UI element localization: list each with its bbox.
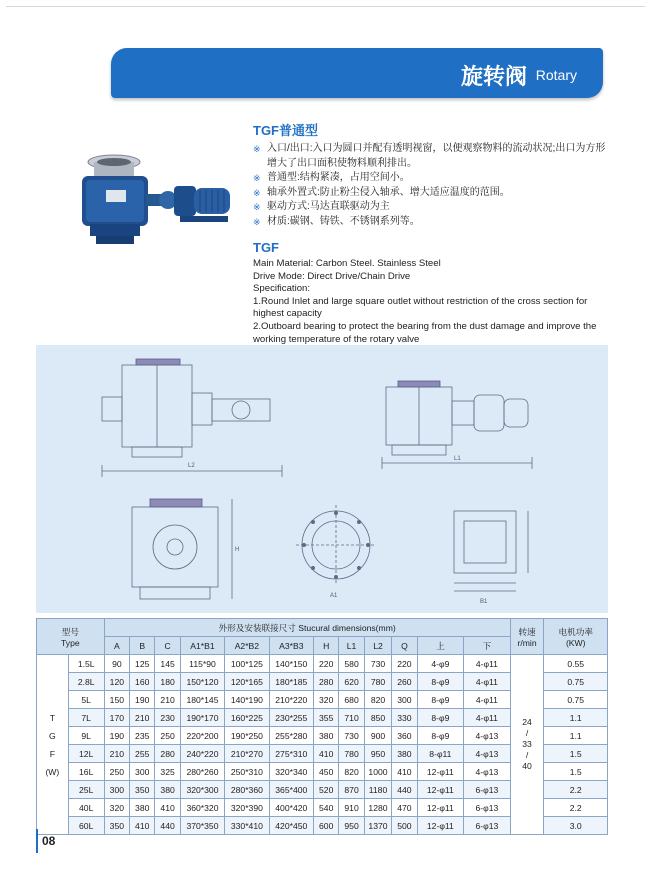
dimension-cell: 450 — [314, 763, 339, 781]
dimension-cell: 330 — [392, 709, 417, 727]
drawing-canvas — [36, 345, 608, 613]
en-line: 2.Outboard bearing to protect the bearing from the dust damage and improve the working temperature of the rotary valve — [253, 320, 597, 345]
power-cell: 2.2 — [544, 781, 608, 799]
dimension-cell: 280 — [314, 673, 339, 691]
dimension-cell: 8-φ11 — [417, 745, 464, 763]
dimension-cell: 365*400 — [269, 781, 313, 799]
dimension-cell: 4-φ13 — [464, 745, 511, 763]
cn-feature-item: ※ 材质:碳钢、铸铁、不锈钢系列等。 — [253, 215, 608, 230]
en-line: Drive Mode: Direct Drive/Chain Drive — [253, 270, 411, 282]
dimension-cell: 320 — [314, 691, 339, 709]
dimension-cell: 180*145 — [180, 691, 224, 709]
dimension-cell: 4-φ11 — [464, 709, 511, 727]
dimension-cell: 620 — [339, 673, 364, 691]
dimension-cell: 190*170 — [180, 709, 224, 727]
dimension-cell: 320*340 — [269, 763, 313, 781]
model-cell: 12L — [68, 745, 104, 763]
header-power-cn: 电机功率 — [558, 626, 593, 637]
dimension-cell: 220 — [392, 655, 417, 673]
dimension-cell: 210 — [155, 691, 180, 709]
model-cell: 1.5L — [68, 655, 104, 673]
dimension-cell: 950 — [339, 817, 364, 835]
dimension-cell: 380 — [130, 799, 155, 817]
dimension-cell: 730 — [364, 655, 391, 673]
dimension-cell: 540 — [314, 799, 339, 817]
column-header: Q — [392, 637, 417, 655]
dimension-cell: 160*225 — [225, 709, 269, 727]
dimension-cell: 380 — [392, 745, 417, 763]
dimension-cell: 580 — [339, 655, 364, 673]
dimension-cell: 4-φ9 — [417, 655, 464, 673]
column-header: H — [314, 637, 339, 655]
drawing-label-l1: L1 — [454, 456, 461, 462]
dimension-cell: 360 — [392, 727, 417, 745]
drawing-label-h: H — [235, 547, 240, 553]
dimension-cell: 780 — [364, 673, 391, 691]
dimension-cell: 8-φ9 — [417, 727, 464, 745]
dimension-cell: 710 — [339, 709, 364, 727]
dimension-cell: 350 — [130, 781, 155, 799]
dimension-cell: 4-φ13 — [464, 763, 511, 781]
spec-table — [36, 618, 608, 835]
dimension-cell: 120 — [104, 673, 129, 691]
dimension-cell: 280*260 — [180, 763, 224, 781]
dimension-cell: 950 — [364, 745, 391, 763]
dimension-cell: 1370 — [364, 817, 391, 835]
dimension-cell: 350 — [104, 817, 129, 835]
dimension-cell: 410 — [155, 799, 180, 817]
dimension-cell: 210 — [130, 709, 155, 727]
dimension-cell: 355 — [314, 709, 339, 727]
drawing-label-l2: L2 — [188, 463, 195, 469]
dimension-cell: 1280 — [364, 799, 391, 817]
header-speed — [510, 619, 544, 655]
dimension-cell: 250*310 — [225, 763, 269, 781]
power-cell: 0.55 — [544, 655, 608, 673]
dimension-cell: 1000 — [364, 763, 391, 781]
dimension-cell: 1180 — [364, 781, 391, 799]
dimension-cell: 410 — [314, 745, 339, 763]
dimension-cell: 220*200 — [180, 727, 224, 745]
dimension-cell: 120*165 — [225, 673, 269, 691]
series-label-part: G — [49, 730, 56, 741]
dimension-cell: 12-φ11 — [417, 763, 464, 781]
dimension-cell: 410 — [130, 817, 155, 835]
dimension-cell: 240*220 — [180, 745, 224, 763]
dimension-cell: 400*420 — [269, 799, 313, 817]
column-header: B — [130, 637, 155, 655]
model-cell: 9L — [68, 727, 104, 745]
dimension-cell: 820 — [364, 691, 391, 709]
dimension-cell: 440 — [392, 781, 417, 799]
cn-feature-item: ※ 驱动方式:马达直联驱动为主 — [253, 200, 608, 215]
speed-value: 33 — [522, 739, 532, 749]
dimension-cell: 360*320 — [180, 799, 224, 817]
en-line: Main Material: Carbon Steel. Stainless Steel — [253, 258, 441, 269]
cn-feature-list — [253, 142, 608, 229]
dimension-cell: 600 — [314, 817, 339, 835]
dimension-cell: 260 — [392, 673, 417, 691]
dimension-cell: 300 — [130, 763, 155, 781]
dimension-cell: 320*300 — [180, 781, 224, 799]
dimension-cell: 100*125 — [225, 655, 269, 673]
dimension-cell: 250 — [104, 763, 129, 781]
dimension-cell: 235 — [130, 727, 155, 745]
column-header: A3*B3 — [269, 637, 313, 655]
speed-value: 24 — [522, 717, 532, 727]
cn-feature-item: ※ 入口/出口:入口为圆口并配有透明视窗，以便观察物料的流动状况;出口为方形增大了出口面积使物料顺利排出。 — [253, 142, 608, 171]
dimension-cell: 850 — [364, 709, 391, 727]
table-row — [37, 655, 608, 673]
dimension-cell: 380 — [155, 781, 180, 799]
header-power-en: (KW) — [565, 637, 586, 648]
dimension-cell: 4-φ11 — [464, 673, 511, 691]
cn-feature-item: ※ 普通型:结构紧凑，占用空间小。 — [253, 171, 608, 186]
dimension-cell: 300 — [104, 781, 129, 799]
page-number-bar — [36, 829, 38, 853]
dimension-cell: 320 — [104, 799, 129, 817]
dimension-cell: 180*185 — [269, 673, 313, 691]
drawing-label-b1: B1 — [480, 599, 488, 605]
dimension-cell: 190 — [104, 727, 129, 745]
en-line: 1.Round Inlet and large square outlet without restriction of the cross section for highest capacity — [253, 295, 588, 320]
header-speed-en: r/min — [517, 637, 537, 648]
drawing-label-a1: A1 — [330, 593, 338, 599]
dimension-cell: 12-φ11 — [417, 817, 464, 835]
series-label-part: F — [49, 748, 55, 759]
title-banner — [111, 48, 603, 98]
dimension-cell: 420*450 — [269, 817, 313, 835]
dimension-cell: 140*150 — [269, 655, 313, 673]
dimension-cell: 325 — [155, 763, 180, 781]
header-model — [37, 619, 105, 655]
column-header: A2*B2 — [225, 637, 269, 655]
dimension-cell: 8-φ9 — [417, 673, 464, 691]
banner-subtitle: Rotary — [535, 67, 577, 83]
dimension-cell: 500 — [392, 817, 417, 835]
power-cell: 2.2 — [544, 799, 608, 817]
model-cell: 16L — [68, 763, 104, 781]
dimension-cell: 4-φ13 — [464, 727, 511, 745]
dimension-cell: 320*390 — [225, 799, 269, 817]
column-header: L1 — [339, 637, 364, 655]
dimension-cell: 170 — [104, 709, 129, 727]
speed-value: / — [525, 750, 529, 760]
en-line: Specification: — [253, 283, 311, 295]
header-model-en: Type — [61, 637, 80, 648]
dimension-cell: 230 — [155, 709, 180, 727]
power-cell: 3.0 — [544, 817, 608, 835]
power-cell: 1.1 — [544, 709, 608, 727]
dimension-cell: 6-φ13 — [464, 781, 511, 799]
dimension-cell: 12-φ11 — [417, 799, 464, 817]
dimension-cell: 520 — [314, 781, 339, 799]
header-model-cn: 型号 — [61, 626, 79, 637]
series-label — [37, 655, 69, 835]
dimension-cell: 255 — [130, 745, 155, 763]
header-power — [544, 619, 608, 655]
dimension-cell: 730 — [339, 727, 364, 745]
dimension-cell: 140*190 — [225, 691, 269, 709]
dimension-cell: 280 — [155, 745, 180, 763]
dimension-cell: 220 — [314, 655, 339, 673]
dimension-cell: 870 — [339, 781, 364, 799]
model-cell: 2.8L — [68, 673, 104, 691]
header-dims: 外形及安装联接尺寸 Stucural dimensions(mm) — [104, 619, 510, 637]
speed-cell — [510, 655, 544, 835]
dimension-cell: 12-φ11 — [417, 781, 464, 799]
en-section-title: TGF — [253, 240, 279, 255]
dimension-cell: 910 — [339, 799, 364, 817]
series-label-part: (W) — [45, 766, 60, 777]
dimension-cell: 180 — [155, 673, 180, 691]
dimension-cell: 6-φ13 — [464, 799, 511, 817]
model-cell: 5L — [68, 691, 104, 709]
dimension-cell: 125 — [130, 655, 155, 673]
speed-value: 40 — [522, 761, 532, 771]
model-cell: 7L — [68, 709, 104, 727]
dimension-cell: 8-φ9 — [417, 691, 464, 709]
dimension-cell: 210*270 — [225, 745, 269, 763]
dimension-cell: 820 — [339, 763, 364, 781]
dimension-cell: 780 — [339, 745, 364, 763]
cn-section-title: TGF普通型 — [253, 123, 318, 138]
dimension-cell: 150*120 — [180, 673, 224, 691]
en-description — [253, 258, 608, 346]
dimension-cell: 230*255 — [269, 709, 313, 727]
speed-value: / — [525, 728, 529, 738]
series-label-part: T — [49, 712, 55, 723]
dimension-cell: 470 — [392, 799, 417, 817]
dimension-cell: 380 — [314, 727, 339, 745]
cn-feature-item: ※ 轴承外置式:防止粉尘侵入轴承、增大适应温度的范围。 — [253, 186, 608, 201]
dimension-cell: 145 — [155, 655, 180, 673]
column-header: 下 — [464, 637, 511, 655]
power-cell: 1.5 — [544, 763, 608, 781]
model-cell: 40L — [68, 799, 104, 817]
dimension-cell: 6-φ13 — [464, 817, 511, 835]
column-header: 上 — [417, 637, 464, 655]
dimension-cell: 190 — [130, 691, 155, 709]
dimension-cell: 8-φ9 — [417, 709, 464, 727]
dimension-cell: 115*90 — [180, 655, 224, 673]
dimension-cell: 4-φ11 — [464, 655, 511, 673]
dimension-cell: 210 — [104, 745, 129, 763]
dimension-cell: 440 — [155, 817, 180, 835]
column-header: A — [104, 637, 129, 655]
dimension-cell: 330*410 — [225, 817, 269, 835]
dimension-cell: 210*220 — [269, 691, 313, 709]
dimension-cell: 280*360 — [225, 781, 269, 799]
dimension-cell: 160 — [130, 673, 155, 691]
dimension-cell: 680 — [339, 691, 364, 709]
column-header: C — [155, 637, 180, 655]
model-cell: 25L — [68, 781, 104, 799]
column-header: L2 — [364, 637, 391, 655]
dimension-cell: 190*250 — [225, 727, 269, 745]
power-cell: 1.1 — [544, 727, 608, 745]
technical-drawing — [36, 345, 608, 613]
model-cell: 60L — [68, 817, 104, 835]
power-cell: 0.75 — [544, 673, 608, 691]
rotary-valve-photo — [76, 150, 234, 250]
header-speed-cn: 转速 — [518, 626, 536, 637]
page-number: 08 — [42, 834, 56, 848]
power-cell: 1.5 — [544, 745, 608, 763]
dimension-cell: 90 — [104, 655, 129, 673]
dimension-cell: 250 — [155, 727, 180, 745]
column-header: A1*B1 — [180, 637, 224, 655]
dimension-cell: 4-φ11 — [464, 691, 511, 709]
dimension-cell: 900 — [364, 727, 391, 745]
spec-table-body — [37, 655, 608, 835]
banner-title: 旋转阀 — [460, 64, 527, 89]
dimension-cell: 255*280 — [269, 727, 313, 745]
dimension-cell: 410 — [392, 763, 417, 781]
dimension-cell: 275*310 — [269, 745, 313, 763]
dimension-cell: 300 — [392, 691, 417, 709]
power-cell: 0.75 — [544, 691, 608, 709]
dimension-cell: 150 — [104, 691, 129, 709]
dimension-cell: 370*350 — [180, 817, 224, 835]
